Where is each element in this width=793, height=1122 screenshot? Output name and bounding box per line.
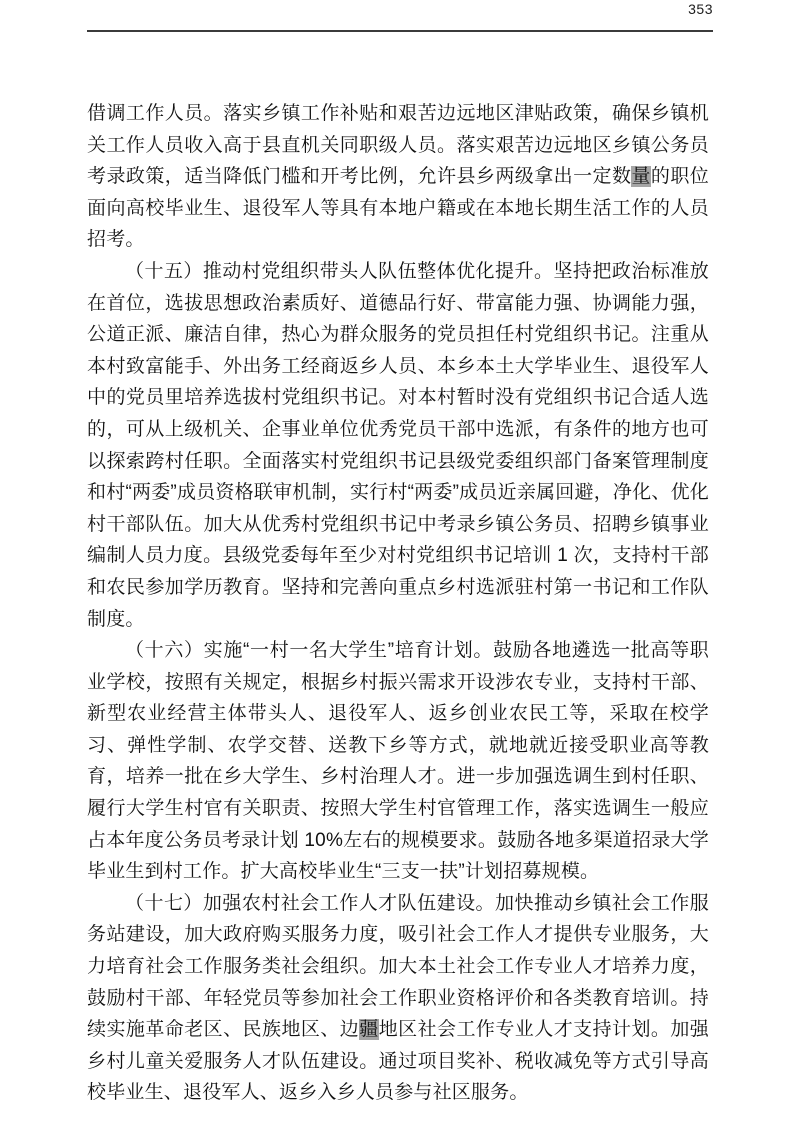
text-segment: 的职位面向高校毕业生、退役军人等具有本地户籍或在本地长期生活工作的人员招考。 <box>87 166 709 251</box>
text-segment: （十六）实施“一村一名大学生”培育计划。鼓励各地遴选一批高等职业学校，按照有关规定，根据乡村振兴需求开设涉农专业，支持村干部、新型农业经营主体带头人、退役军人、返乡创业农民工等，采取在校学习、弹性学制、农学交替、送教下乡等方式，就地就近接受职业高等教育，培养一批在乡大学生、乡村治理人才。进一步加强选调生到村任职、履行大学生村官有关职责、按照大学生村官管理工作，落实选调生一般应占本年度公务员考录计划 10%左右的规模要求。鼓励各地多渠道招录大学毕业生到村工作。扩大高校毕业生“三支一扶”计划招募规模。 <box>87 640 709 883</box>
document-body <box>87 98 709 1109</box>
search-highlight: 疆 <box>359 1019 379 1041</box>
page-number: 353 <box>688 1 713 17</box>
text-segment: （十五）推动村党组织带头人队伍整体优化提升。坚持把政治标准放在首位，选拔思想政治素质好、道德品行好、带富能力强、协调能力强，公道正派、廉洁自律，热心为群众服务的党员担任村党组织书记。注重从本村致富能手、外出务工经商返乡人员、本乡本土大学毕业生、退役军人中的党员里培养选拔村党组织书记。对本村暂时没有党组织书记合适人选的，可从上级机关、企事业单位优秀党员干部中选派，有条件的地方也可以探索跨村任职。全面落实村党组织书记县级党委组织部门备案管理制度和村“两委”成员资格联审机制，实行村“两委”成员近亲属回避，净化、优化村干部队伍。加大从优秀村党组织书记中考录乡镇公务员、招聘乡镇事业编制人员力度。县级党委每年至少对村党组织书记培训 1 次，支持村干部和农民参加学历教育。坚持和完善向重点乡村选派驻村第一书记和工作队制度。 <box>87 260 709 630</box>
text-segment: 地区社会工作专业人才支持计划。加强乡村儿童关爱服务人才队伍建设。通过项目奖补、税收减免等方式引导高校毕业生、退役军人、返乡入乡人员参与社区服务。 <box>87 1019 709 1104</box>
text-segment: 借调工作人员。落实乡镇工作补贴和艰苦边远地区津贴政策，确保乡镇机关工作人员收入高于县直机关同职级人员。落实艰苦边远地区乡镇公务员考录政策，适当降低门槛和开考比例，允许县乡两级拿出一定数 <box>87 103 709 188</box>
paragraph <box>87 888 709 1109</box>
search-highlight: 量 <box>631 166 651 188</box>
paragraph <box>87 98 709 256</box>
paragraph <box>87 635 709 888</box>
header-rule <box>87 30 713 32</box>
text-segment: （十七）加强农村社会工作人才队伍建设。加快推动乡镇社会工作服务站建设，加大政府购买服务力度，吸引社会工作人才提供专业服务，大力培育社会工作服务类社会组织。加大本土社会工作专业人才培养力度，鼓励村干部、年轻党员等参加社会工作职业资格评价和各类教育培训。持续实施革命老区、民族地区、边 <box>87 892 709 1041</box>
paragraph <box>87 256 709 635</box>
